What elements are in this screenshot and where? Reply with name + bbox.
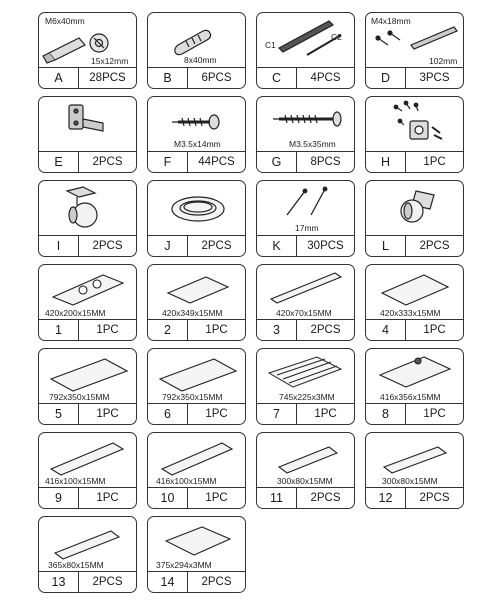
- part-card-l: [365, 180, 464, 257]
- part-footer: [148, 319, 245, 340]
- part-quantity: 1PC: [423, 324, 446, 336]
- part-footer: [39, 319, 136, 340]
- part-quantity: 3PCS: [419, 72, 450, 84]
- part-label: 12: [366, 488, 406, 508]
- part-footer: [257, 235, 354, 256]
- dimension-label: 102mm: [429, 56, 458, 66]
- part-footer: [257, 487, 354, 508]
- part-footer: [39, 67, 136, 88]
- part-card-e: [38, 96, 137, 173]
- part-footer: [366, 235, 463, 256]
- part-label: D: [366, 68, 406, 88]
- dimension-label: 792x350x15MM: [162, 392, 223, 402]
- part-label: 11: [257, 488, 297, 508]
- part-label: 3: [257, 320, 297, 340]
- dimension-label: M3.5x35mm: [289, 139, 336, 149]
- part-quantity: 2PCS: [201, 576, 232, 588]
- part-label: F: [148, 152, 188, 172]
- part-card-d: [365, 12, 464, 89]
- dimension-label: C2: [331, 32, 342, 42]
- part-card-8: [365, 348, 464, 425]
- dimension-label: 300x80x15MM: [277, 476, 333, 486]
- part-card-3: [256, 264, 355, 341]
- part-footer: [366, 67, 463, 88]
- part-card-i: [38, 180, 137, 257]
- part-card-12: [365, 432, 464, 509]
- part-label: J: [148, 236, 188, 256]
- part-footer: [39, 403, 136, 424]
- part-label: 2: [148, 320, 188, 340]
- part-card-j: [147, 180, 246, 257]
- part-label: H: [366, 152, 406, 172]
- round-grommet-icon: [148, 181, 245, 236]
- part-label: E: [39, 152, 79, 172]
- part-footer: [39, 235, 136, 256]
- part-label: 9: [39, 488, 79, 508]
- part-quantity: 44PCS: [198, 156, 235, 168]
- dimension-label: 745x225x3MM: [279, 392, 335, 402]
- part-card-4: [365, 264, 464, 341]
- part-footer: [148, 67, 245, 88]
- part-footer: [257, 151, 354, 172]
- part-quantity: 1PC: [205, 492, 228, 504]
- part-card-11: [256, 432, 355, 509]
- part-footer: [148, 571, 245, 592]
- part-label: 8: [366, 404, 406, 424]
- part-footer: [366, 319, 463, 340]
- part-quantity: 2PCS: [419, 240, 450, 252]
- dimension-label: 792x350x15MM: [49, 392, 110, 402]
- part-quantity: 28PCS: [89, 72, 126, 84]
- part-label: 1: [39, 320, 79, 340]
- lock-with-keys-icon: [366, 97, 463, 152]
- dimension-label: 416x100x15MM: [45, 476, 106, 486]
- dimension-label: 416x356x15MM: [380, 392, 441, 402]
- part-footer: [39, 487, 136, 508]
- part-footer: [366, 403, 463, 424]
- dimension-label: 365x80x15MM: [48, 560, 104, 570]
- part-footer: [257, 67, 354, 88]
- part-label: C: [257, 68, 297, 88]
- dimension-label: 300x80x15MM: [382, 476, 438, 486]
- part-quantity: 8PCS: [310, 156, 341, 168]
- part-card-10: [147, 432, 246, 509]
- dimension-label: C1: [265, 40, 276, 50]
- dimension-label: 375x294x3MM: [156, 560, 212, 570]
- part-quantity: 2PCS: [419, 492, 450, 504]
- part-label: 7: [257, 404, 297, 424]
- caster-wheel-icon: [39, 181, 136, 236]
- part-card-2: [147, 264, 246, 341]
- part-label: 14: [148, 572, 188, 592]
- part-card-14: [147, 516, 246, 593]
- part-label: 5: [39, 404, 79, 424]
- hinge-icon: [39, 97, 136, 152]
- part-label: L: [366, 236, 406, 256]
- part-quantity: 1PC: [314, 408, 337, 420]
- part-label: K: [257, 236, 297, 256]
- part-footer: [39, 151, 136, 172]
- part-quantity: 6PCS: [201, 72, 232, 84]
- part-quantity: 2PCS: [310, 324, 341, 336]
- part-card-f: [147, 96, 246, 173]
- part-footer: [148, 403, 245, 424]
- part-label: 4: [366, 320, 406, 340]
- part-quantity: 1PC: [423, 408, 446, 420]
- part-card-9: [38, 432, 137, 509]
- dimension-label: M6x40mm: [45, 16, 85, 26]
- part-footer: [39, 571, 136, 592]
- dimension-label: 420x70x15MM: [276, 308, 332, 318]
- part-card-b: [147, 12, 246, 89]
- part-quantity: 1PC: [205, 408, 228, 420]
- part-quantity: 2PCS: [92, 156, 123, 168]
- dimension-label: M3.5x14mm: [174, 139, 221, 149]
- part-footer: [148, 487, 245, 508]
- dimension-label: 420x200x15MM: [45, 308, 106, 318]
- dimension-label: 15x12mm: [91, 56, 129, 66]
- part-label: A: [39, 68, 79, 88]
- dimension-label: 416x100x15MM: [156, 476, 217, 486]
- part-quantity: 1PC: [96, 408, 119, 420]
- part-label: 6: [148, 404, 188, 424]
- part-card-a: [38, 12, 137, 89]
- swivel-caster-icon: [366, 181, 463, 236]
- part-card-5: [38, 348, 137, 425]
- part-label: 13: [39, 572, 79, 592]
- dimension-label: M4x18mm: [371, 16, 411, 26]
- part-quantity: 2PCS: [310, 492, 341, 504]
- part-quantity: 1PC: [205, 324, 228, 336]
- part-label: 10: [148, 488, 188, 508]
- part-card-7: [256, 348, 355, 425]
- part-card-c: [256, 12, 355, 89]
- part-quantity: 2PCS: [92, 240, 123, 252]
- part-card-6: [147, 348, 246, 425]
- part-footer: [366, 487, 463, 508]
- part-footer: [257, 403, 354, 424]
- part-label: I: [39, 236, 79, 256]
- part-quantity: 30PCS: [307, 240, 344, 252]
- part-card-1: [38, 264, 137, 341]
- part-card-g: [256, 96, 355, 173]
- part-quantity: 1PC: [96, 324, 119, 336]
- part-footer: [257, 319, 354, 340]
- dimension-label: 420x333x15MM: [380, 308, 441, 318]
- part-quantity: 1PC: [96, 492, 119, 504]
- part-quantity: 1PC: [423, 156, 446, 168]
- part-footer: [148, 151, 245, 172]
- dimension-label: 8x40mm: [184, 55, 217, 65]
- part-footer: [366, 151, 463, 172]
- part-quantity: 2PCS: [92, 576, 123, 588]
- part-card-k: [256, 180, 355, 257]
- part-label: G: [257, 152, 297, 172]
- dimension-label: 420x349x15MM: [162, 308, 223, 318]
- part-footer: [148, 235, 245, 256]
- part-card-13: [38, 516, 137, 593]
- part-quantity: 2PCS: [201, 240, 232, 252]
- dimension-label: 17mm: [295, 223, 319, 233]
- part-card-h: [365, 96, 464, 173]
- part-quantity: 4PCS: [310, 72, 341, 84]
- part-label: B: [148, 68, 188, 88]
